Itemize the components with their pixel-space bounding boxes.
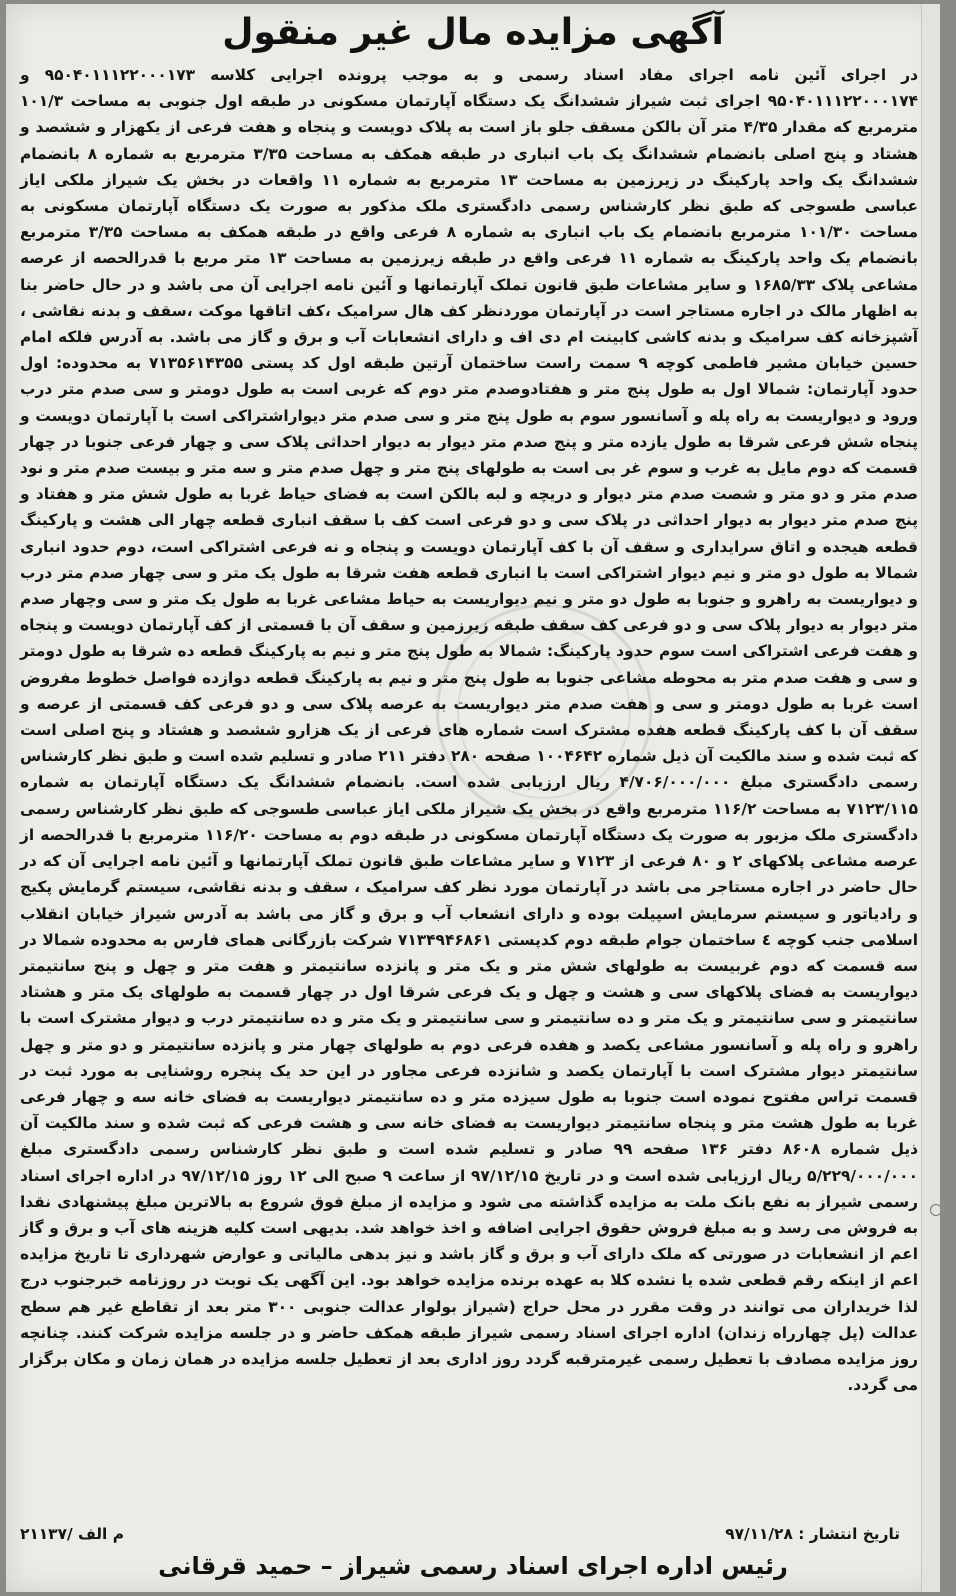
- page-margin: [921, 4, 940, 1592]
- publication-date: تاریخ انتشار : ۹۷/۱۱/۲۸: [725, 1525, 900, 1543]
- publication-line: [20, 1525, 900, 1543]
- reference-code: ۲۱۱۳۷/ م الف: [20, 1525, 124, 1543]
- newspaper-clipping: [6, 4, 940, 1592]
- notice-body: در اجرای آئین نامه اجرای مفاد اسناد رسمی و به موجب پرونده اجرایی کلاسه ۹۵۰۴۰۱۱۱۲۲۰۰۰۱۷۳ و ۹۵۰۴۰۱۱۱۲۲۰۰۰۱۷۴ اجرای ثبت شیراز ششدانگ یک دستگاه آپارتمان مسکونی در طبقه اول جنوبی به مساحت ۱۰۱/۳ مترمربع که مقدار ۴/۳۵ متر آن بالکن مسقف جلو باز است به پلاک دویست و پنجاه و هفت فرعی از یکهزار و ششصد و هشتاد و پنج اصلی بانضمام ششدانگ یک باب انباری در طبقه همکف به مساحت ۳/۳۵ مترمربع به شماره ۸ بانضمام ششدانگ یک واحد پارکینگ در زیرزمین به مساحت ۱۳ مترمربع به شماره ۱۱ واقعات در بخش یک شیراز ملکی ایاز عباسی طسوجی که طبق نظر کارشناس رسمی دادگستری ملک مذکور به صورت یک دستگاه آپارتمان مسکونی به مساحت ۱۰۱/۳۰ مترمربع بانضمام یک باب انباری به شماره ۸ فرعی واقع در طبقه همکف به مساحت ۳/۳۵ مترمربع بانضمام یک واحد پارکینگ به شماره ۱۱ فرعی واقع در طبقه زیرزمین به مساحت ۱۳ متر مربع با قدرالحصه از عرصه مشاعی پلاک ۱۶۸۵/۳۳ و سایر مشاعات طبق قانون تملک آپارتمانها و آئین نامه اجرایی آن می باشد و در حال حاضر بنا به اظهار مالک در اجاره مستاجر است در آپارتمان موردنظر کف هال سرامیک ،کف اتاقها موکت ،سقف و بدنه نقاشی ، آشپزخانه کف سرامیک و بدنه کاشی کابینت ام دی اف و دارای انشعابات آب و برق و گاز می باشد. به آدرس فلکه امام حسین خیابان مشیر فاطمی کوچه ۹ سمت راست ساختمان آرتین طبقه اول کد پستی ۷۱۳۵۶۱۴۳۵۵ به محدوده: اول حدود آپارتمان: شمالا اول به طول پنج متر و هفتادوصدم متر دوم که غربی است به طول دومتر و سی صدم متر درب ورود و دیواریست به راه پله و آسانسور سوم به طول پنج متر و سی صدم متر دیواراشتراکی است با آپارتمان دویست و پنجاه شش فرعی شرقا به طول یازده متر و پنج صدم متر دیوار به دیوار احداثی پلاک سی و چهار فرعی جنوبا در چهار قسمت که دوم مایل به غرب و سوم غر بی است به طولهای پنج متر و چهل صدم متر و سه متر و بیست صدم متر و نود صدم متر و دو متر و شصت صدم متر دیوار و دریچه و لبه بالکن است به فضای حیاط غربا به طول شش متر و هفتاد و پنج صدم متر دیوار به دیوار احداثی در پلاک سی و دو فرعی است کف با سقف انباری قطعه چهار الی هشت و پارکینگ قطعه هیجده و اتاق سرایداری و سقف آن با کف آپارتمان دویست و پنجاه و نه فرعی اشتراکی است، دوم حدود انباری شمالا به طول دو متر و نیم دیوار اشتراکی است با انباری قطعه هفت شرقا به طول یک متر و سی چهار صدم متر درب و دیواریست به راهرو و جنوبا به طول دو متر و نیم دیواریست به حیاط مشاعی غربا به طول یک متر و سی وچهار صدم متر دیوار به دیوار پلاک سی و دو فرعی کف سقف طبقه زیرزمین و سقف آن با قسمتی از کف آپارتمان دویست و پنجاه و هفت فرعی اشتراکی است سوم حدود پارکینگ: شمالا به طول پنج متر و نیم به پارکینگ قطعه ده شرقا به طول دومتر و سی و هفت صدم متر به محوطه مشاعی جنوبا به طول پنج متر و نیم به پارکینگ قطعه دوازده فواصل خطوط مفروض است غربا به طول دومتر و سی و هفت صدم متر دیواریست به عرصه پلاک سی و دو فرعی کف قسمتی از عرصه و سقف آن با کف پارکینگ قطعه هفده مشترک است شماره های فرعی از یک هزارو ششصد و هشتاد و پنج اصلی است که ثبت شده و سند مالکیت آن ذیل شماره ۱۰۰۴۶۴۲ صفحه ۲۸۰ دفتر ۲۱۱ صادر و تسلیم شده است و طبق نظر کارشناس رسمی دادگستری مبلغ ۴/۷۰۶/۰۰۰/۰۰۰ ریال ارزیابی شده است. بانضمام ششدانگ یک دستگاه آپارتمان به شماره ۷۱۲۳/۱۱۵ به مساحت ۱۱۶/۲ مترمربع واقع در بخش یک شیراز ملکی ایاز عباسی طسوجی که طبق نظر کارشناس رسمی دادگستری ملک مزبور به صورت یک دستگاه آپارتمان مسکونی در طبقه دوم به مساحت ۱۱۶/۲۰ مترمربع با قدرالحصه از عرصه مشاعی پلاکهای ۲ و ۸۰ فرعی از ۷۱۲۳ و سایر مشاعات طبق قانون تملک آپارتمانها و آئین نامه اجرایی آن که در حال حاضر در اجاره مستاجر می باشد در آپارتمان مورد نظر کف سرامیک ، سقف و بدنه نقاشی، سیستم گرمایش پکیج و رادیاتور و سیستم سرمایش اسپیلت بوده و دارای انشعاب آب و برق و گاز می باشد به آدرس شیراز خیابان انقلاب اسلامی جنب کوچه ٤ ساختمان جوام طبقه دوم کدپستی ۷۱۳۴۹۴۶۸۶۱ شرکت بازرگانی همای فارس به محدوده شمالا در سه قسمت که دوم غربیست به طولهای شش متر و یک متر و پانزده سانتیمتر و هفت متر و چهل و پنج سانتیمتر دیواریست به فضای پلاکهای سی و هشت و چهل و یک فرعی شرقا اول در چهار قسمت به طولهای یک متر و هشتاد سانتیمتر و سی سانتیمتر و یک متر و ده سانتیمتر و سی سانتیمتر و یک متر و ده سانتیمتر درب و دیوار مشترک است با راهرو و راه پله و آسانسور مشاعی یکصد و هفده فرعی دوم به طولهای چهار متر و پانزده سانتیمتر و دو متر و چهل سانتیمتر دیوار مشترک است با آپارتمان یکصد و شانزده فرعی مجاور در این حد یک پنجره روشنایی به مورد ثبت در قسمت تراس مفتوح نموده است جنوبا به طول سیزده متر و ده سانتیمتر دیواریست به فضای خانه سه و چهار فرعی غربا به طول هشت متر و پنجاه سانتیمتر دیواریست به فضای خانه سی و هشت فرعی که ثبت شده و سند مالکیت آن ذیل شماره ۸۶۰۸ دفتر ۱۳۶ صفحه ۹۹ صادر و تسلیم شده است و طبق نظر کارشناس رسمی دادگستری مبلغ ۵/۲۲۹/۰۰۰/۰۰۰ ریال ارزیابی شده است و در تاریخ ۹۷/۱۲/۱۵ از ساعت ۹ صبح الی ۱۲ روز ۹۷/۱۲/۱۵ در اداره اجرای اسناد رسمی شیراز به نفع بانک ملت به مزایده گذاشته می شود و مزایده از مبلغ فوق شروع به بالاترین مبلغ پیشنهادی نقدا به فروش می رسد و به مبلغ فروش حقوق اجرایی اضافه و اخذ خواهد شد. بدیهی است کلیه هزینه های آب و برق و گاز اعم از انشعابات در صورتی که ملک دارای آب و برق و گاز باشد و نیز بدهی مالیاتی و عوارض شهرداری تا تاریخ مزایده اعم از اینکه رقم قطعی شده یا نشده کلا به عهده برنده مزایده خواهد بود. این آگهی یک نوبت در روزنامه خبرجنوب درج لذا خریداران می توانند در وقت مقرر در محل حراج (شیراز بولوار عدالت جنوبی ۳۰۰ متر بعد از تقاطع غیر هم سطح عدالت (پل چهارراه زندان) اداره اجرای اسناد رسمی شیراز طبقه همکف حاضر و در جلسه مزایده شرکت کنند. چنانچه روز مزایده مصادف با تعطیل رسمی غیرمترقبه گردد روز اداری بعد از تعطیل جلسه مزایده در همان زمان و مکان برگزار می گردد.: [20, 66, 919, 1395]
- margin-mark-icon: [930, 1204, 940, 1216]
- notice-title: آگهی مزایده مال غیر منقول: [222, 12, 724, 53]
- signature-line: رئیس اداره اجرای اسناد رسمی شیراز – حمید قرقانی: [158, 1552, 788, 1580]
